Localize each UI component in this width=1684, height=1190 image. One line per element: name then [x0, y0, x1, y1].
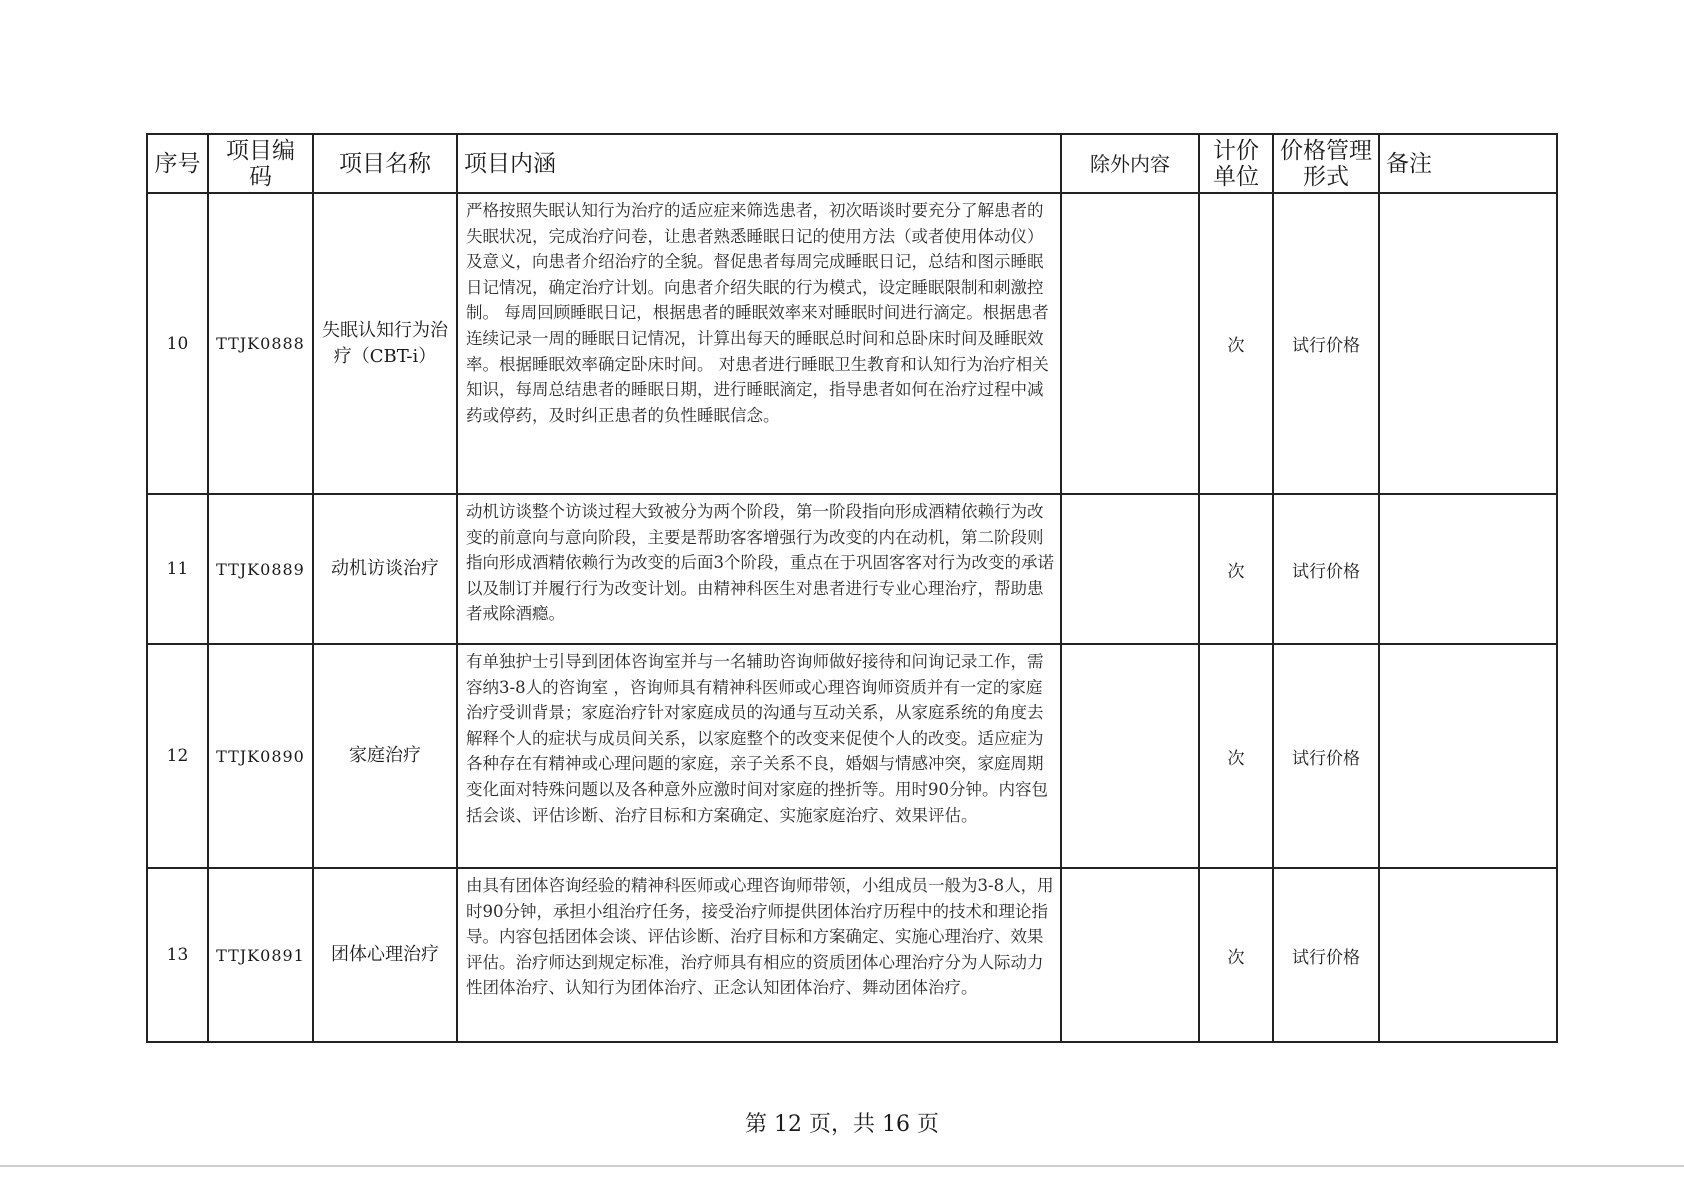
row-unit: 次	[1199, 193, 1273, 494]
header-content: 项目内涵	[457, 134, 1061, 193]
row-remarks	[1379, 868, 1557, 1042]
row-name: 动机访谈治疗	[313, 494, 457, 644]
row-remarks	[1379, 193, 1557, 494]
header-price-mgmt: 价格管理形式	[1273, 134, 1379, 193]
row-unit: 次	[1199, 644, 1273, 868]
table-row	[147, 494, 1557, 644]
row-seq: 13	[147, 868, 208, 1042]
row-name: 团体心理治疗	[313, 868, 457, 1042]
page-edge-divider	[0, 1165, 1684, 1167]
row-remarks	[1379, 494, 1557, 644]
row-price-mgmt: 试行价格	[1273, 868, 1379, 1042]
row-seq: 12	[147, 644, 208, 868]
page-number: 第 12 页，共 16 页	[745, 1112, 939, 1137]
table-row	[147, 193, 1557, 494]
row-code: TTJK0890	[208, 644, 313, 868]
header-unit: 计价单位	[1199, 134, 1273, 193]
table-row	[147, 644, 1557, 868]
fee-table	[146, 133, 1558, 1043]
table-row	[147, 868, 1557, 1042]
row-seq: 11	[147, 494, 208, 644]
row-price-mgmt: 试行价格	[1273, 494, 1379, 644]
header-exclusions: 除外内容	[1061, 134, 1199, 193]
row-remarks	[1379, 644, 1557, 868]
row-exclusions	[1061, 193, 1199, 494]
row-content: 动机访谈整个访谈过程大致被分为两个阶段，第一阶段指向形成酒精依赖行为改变的前意向与意向阶段，主要是帮助客客增强行为改变的内在动机，第二阶段则指向形成酒精依赖行为改变的后面3个阶段，重点在于巩固客客对行为改变的承诺以及制订并履行行为改变计划。由精神科医生对患者进行专业心理治疗，帮助患者戒除酒瘾。	[457, 494, 1061, 644]
row-seq: 10	[147, 193, 208, 494]
row-name: 家庭治疗	[313, 644, 457, 868]
row-content: 有单独护士引导到团体咨询室并与一名辅助咨询师做好接待和问询记录工作，需容纳3-8人的咨询室 ，咨询师具有精神科医师或心理咨询师资质并有一定的家庭治疗受训背景；家庭治疗针对家庭成员的沟通与互动关系，从家庭系统的角度去解释个人的症状与成员间关系，以家庭整个的改变来促使个人的改变。适应症为各种存在有精神或心理问题的家庭，亲子关系不良，婚姻与情感冲突，家庭周期变化面对特殊问题以及各种意外应激时间对家庭的挫折等。用时90分钟。内容包括会谈、评估诊断、治疗目标和方案确定、实施家庭治疗、效果评估。	[457, 644, 1061, 868]
header-remarks: 备注	[1379, 134, 1557, 193]
row-unit: 次	[1199, 868, 1273, 1042]
row-unit: 次	[1199, 494, 1273, 644]
row-name: 失眠认知行为治疗（CBT-i）	[313, 193, 457, 494]
row-code: TTJK0889	[208, 494, 313, 644]
row-code: TTJK0888	[208, 193, 313, 494]
row-content: 由具有团体咨询经验的精神科医师或心理咨询师带领，小组成员一般为3-8人，用时90分钟，承担小组治疗任务，接受治疗师提供团体治疗历程中的技术和理论指导。内容包括团体会谈、评估诊断、治疗目标和方案确定、实施心理治疗、效果评估。治疗师达到规定标准，治疗师具有相应的资质团体心理治疗分为人际动力性团体治疗、认知行为团体治疗、正念认知团体治疗、舞动团体治疗。	[457, 868, 1061, 1042]
row-content: 严格按照失眠认知行为治疗的适应症来筛选患者，初次晤谈时要充分了解患者的失眠状况，完成治疗问卷，让患者熟悉睡眠日记的使用方法（或者使用体动仪）及意义，向患者介绍治疗的全貌。督促患者每周完成睡眠日记，总结和图示睡眠日记情况，确定治疗计划。向患者介绍失眠的行为模式，设定睡眠限制和刺激控制。 每周回顾睡眠日记，根据患者的睡眠效率来对睡眠时间进行滴定。根据患者连续记录一周的睡眠日记情况，计算出每天的睡眠总时间和总卧床时间及睡眠效率。根据睡眠效率确定卧床时间。 对患者进行睡眠卫生教育和认知行为治疗相关知识，每周总结患者的睡眠日期，进行睡眠滴定，指导患者如何在治疗过程中减药或停药，及时纠正患者的负性睡眠信念。	[457, 193, 1061, 494]
header-seq: 序号	[147, 134, 208, 193]
row-price-mgmt: 试行价格	[1273, 644, 1379, 868]
header-row	[147, 134, 1557, 193]
row-exclusions	[1061, 868, 1199, 1042]
row-price-mgmt: 试行价格	[1273, 193, 1379, 494]
row-exclusions	[1061, 644, 1199, 868]
header-code: 项目编码	[208, 134, 313, 193]
header-name: 项目名称	[313, 134, 457, 193]
row-exclusions	[1061, 494, 1199, 644]
row-code: TTJK0891	[208, 868, 313, 1042]
